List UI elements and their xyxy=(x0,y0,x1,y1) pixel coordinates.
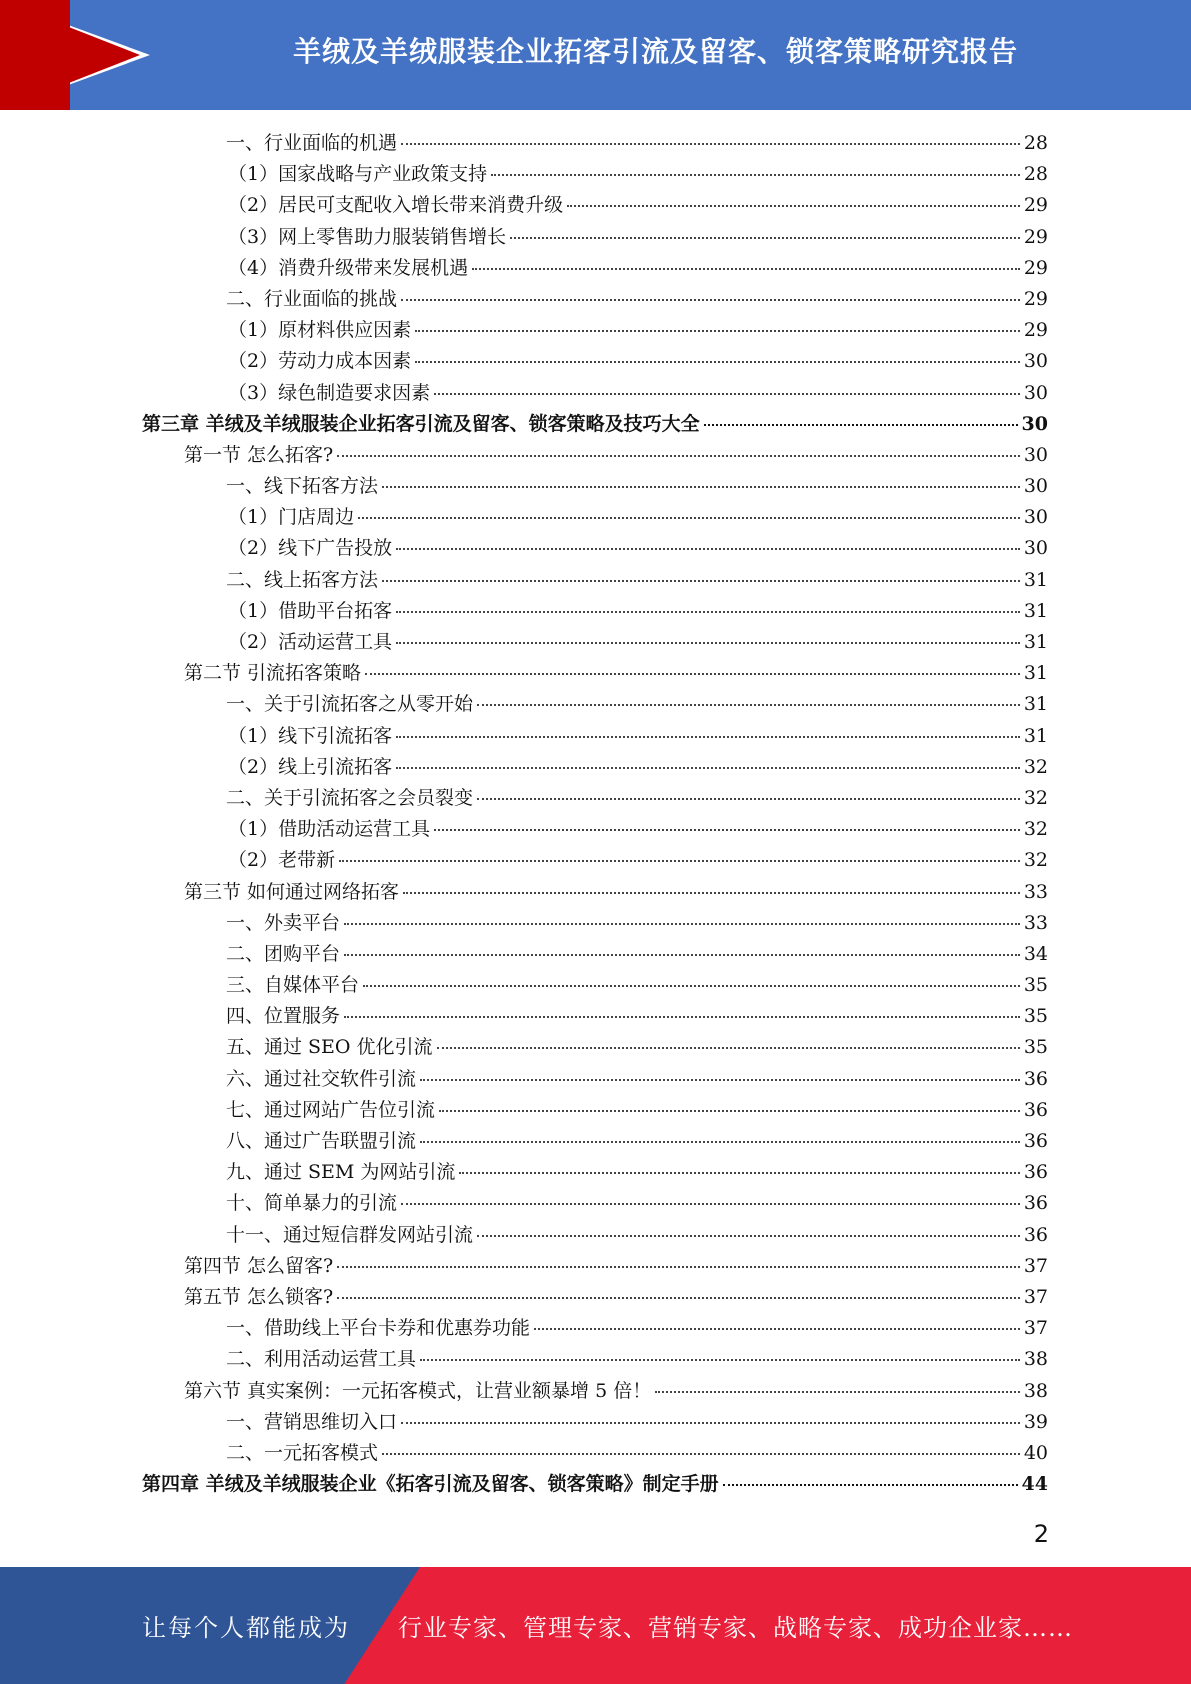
toc-subsection-entry[interactable] xyxy=(142,502,1048,533)
toc-subsection-entry[interactable] xyxy=(142,1095,1048,1126)
toc-entry-label: 九、通过 SEM 为网站引流 xyxy=(226,1157,457,1188)
toc-leader-dots xyxy=(420,1079,1020,1081)
toc-leader-dots xyxy=(396,548,1020,550)
toc-subsection-entry[interactable] xyxy=(142,1032,1048,1063)
toc-subsection-entry[interactable] xyxy=(142,596,1048,627)
toc-entry-page: 36 xyxy=(1023,1161,1048,1184)
toc-entry-label: （3）绿色制造要求因素 xyxy=(228,378,432,409)
toc-entry-page: 36 xyxy=(1023,1130,1048,1152)
toc-entry-label: 四、位置服务 xyxy=(226,1001,342,1032)
toc-leader-dots xyxy=(401,1203,1020,1205)
toc-entry-label: 第六节 真实案例：一元拓客模式，让营业额暴增 5 倍！ xyxy=(184,1376,653,1407)
document-title: 羊绒及羊绒服装企业拓客引流及留客、锁客策略研究报告 xyxy=(292,35,1018,68)
toc-entry-label: （1）借助平台拓客 xyxy=(228,596,394,627)
toc-entry-label: 一、外卖平台 xyxy=(226,908,342,939)
toc-subsection-entry[interactable] xyxy=(142,315,1048,346)
toc-leader-dots xyxy=(396,736,1020,738)
toc-entry-label: 一、关于引流拓客之从零开始 xyxy=(226,689,475,720)
toc-subsection-entry[interactable] xyxy=(142,190,1048,221)
header-red-block xyxy=(0,0,70,110)
toc-entry-page: 35 xyxy=(1023,1036,1048,1059)
toc-subsection-entry[interactable] xyxy=(142,752,1048,783)
toc-leader-dots xyxy=(344,923,1020,925)
toc-leader-dots xyxy=(434,829,1020,831)
toc-entry-label: 第二节 引流拓客策略 xyxy=(184,658,363,689)
toc-entry-page: 28 xyxy=(1023,163,1048,186)
toc-entry-label: （2）老带新 xyxy=(228,845,337,876)
toc-entry-label: 第四节 怎么留客? xyxy=(184,1251,335,1282)
page-number: 2 xyxy=(1033,1520,1049,1548)
toc-leader-dots xyxy=(439,1110,1020,1112)
toc-entry-page: 32 xyxy=(1023,755,1048,778)
toc-entry-page: 30 xyxy=(1023,350,1048,373)
toc-entry-label: 二、行业面临的挑战 xyxy=(226,284,399,315)
footer-slogan-left: 让每个人都能成为 xyxy=(142,1614,350,1642)
toc-leader-dots xyxy=(477,798,1020,800)
toc-leader-dots xyxy=(396,642,1020,644)
toc-entry-page: 36 xyxy=(1023,1223,1048,1246)
toc-entry-page: 32 xyxy=(1023,849,1048,872)
toc-leader-dots xyxy=(401,299,1020,301)
toc-entry-page: 44 xyxy=(1021,1473,1048,1496)
toc-subsection-entry[interactable] xyxy=(142,533,1048,564)
toc-subsection-entry[interactable] xyxy=(142,721,1048,752)
toc-leader-dots xyxy=(415,330,1020,332)
toc-entry-label: 二、关于引流拓客之会员裂变 xyxy=(226,783,475,814)
toc-section-entry[interactable] xyxy=(142,658,1048,689)
toc-entry-label: （2）劳动力成本因素 xyxy=(228,346,413,377)
toc-leader-dots xyxy=(382,1453,1020,1455)
toc-entry-page: 30 xyxy=(1023,537,1048,560)
toc-entry-page: 32 xyxy=(1023,818,1048,841)
toc-entry-page: 34 xyxy=(1023,942,1048,965)
toc-leader-dots xyxy=(704,424,1018,426)
toc-leader-dots xyxy=(420,1141,1020,1143)
toc-entry-label: 第三章 羊绒及羊绒服装企业拓客引流及留客、锁客策略及技巧大全 xyxy=(142,409,702,440)
toc-leader-dots xyxy=(437,1047,1020,1049)
toc-leader-dots xyxy=(477,1235,1020,1237)
toc-subsection-entry[interactable] xyxy=(142,378,1048,409)
toc-entry-label: （2）线上引流拓客 xyxy=(228,752,394,783)
toc-entry-label: （2）活动运营工具 xyxy=(228,627,394,658)
toc-entry-page: 40 xyxy=(1023,1441,1048,1464)
toc-leader-dots xyxy=(337,1266,1020,1268)
toc-subsection-entry[interactable] xyxy=(142,1188,1048,1219)
toc-entry-label: 第三节 如何通过网络拓客 xyxy=(184,877,401,908)
toc-entry-page: 31 xyxy=(1023,568,1048,591)
toc-entry-page: 29 xyxy=(1023,194,1048,217)
toc-leader-dots xyxy=(434,393,1020,395)
toc-subsection-entry[interactable] xyxy=(142,346,1048,377)
toc-leader-dots xyxy=(339,860,1020,862)
toc-leader-dots xyxy=(567,205,1020,207)
toc-section-entry[interactable] xyxy=(142,1376,1048,1407)
toc-leader-dots xyxy=(396,767,1020,769)
toc-entry-page: 31 xyxy=(1023,662,1048,685)
toc-entry-label: 二、一元拓客模式 xyxy=(226,1438,380,1469)
toc-subsection-entry[interactable] xyxy=(142,1438,1048,1469)
toc-chapter-entry[interactable] xyxy=(142,1469,1048,1500)
toc-leader-dots xyxy=(655,1391,1020,1393)
toc-entry-label: 第四章 羊绒及羊绒服装企业《拓客引流及留客、锁客策略》制定手册 xyxy=(142,1469,721,1500)
toc-leader-dots xyxy=(382,486,1020,488)
toc-entry-page: 36 xyxy=(1023,1098,1048,1121)
toc-entry-label: 二、线上拓客方法 xyxy=(226,565,380,596)
toc-entry-label: （3）网上零售助力服装销售增长 xyxy=(228,222,508,253)
toc-chapter-entry[interactable] xyxy=(142,409,1048,440)
toc-leader-dots xyxy=(396,611,1020,613)
toc-entry-label: 第五节 怎么锁客? xyxy=(184,1282,335,1313)
toc-entry-label: （2）线下广告投放 xyxy=(228,533,394,564)
toc-leader-dots xyxy=(337,455,1020,457)
toc-subsection-entry[interactable] xyxy=(142,908,1048,939)
toc-section-entry[interactable] xyxy=(142,440,1048,471)
toc-entry-page: 29 xyxy=(1023,287,1048,310)
toc-entry-page: 36 xyxy=(1023,1192,1048,1215)
footer-slogan-right: 行业专家、管理专家、营销专家、战略专家、成功企业家…… xyxy=(398,1614,1073,1642)
toc-entry-page: 35 xyxy=(1023,1005,1048,1028)
toc-subsection-entry[interactable] xyxy=(142,1126,1048,1157)
toc-entry-page: 30 xyxy=(1023,506,1048,529)
toc-leader-dots xyxy=(337,1297,1020,1299)
toc-leader-dots xyxy=(477,704,1020,706)
toc-entry-page: 31 xyxy=(1023,631,1048,653)
toc-entry-label: 一、营销思维切入口 xyxy=(226,1407,399,1438)
toc-entry-label: （1）线下引流拓客 xyxy=(228,721,394,752)
toc-entry-page: 33 xyxy=(1023,911,1048,934)
toc-leader-dots xyxy=(382,580,1020,582)
toc-leader-dots xyxy=(403,892,1020,894)
toc-entry-label: （1）借助活动运营工具 xyxy=(228,814,432,845)
toc-subsection-entry[interactable] xyxy=(142,1313,1048,1344)
toc-leader-dots xyxy=(365,673,1020,675)
toc-section-entry[interactable] xyxy=(142,1251,1048,1282)
toc-entry-page: 31 xyxy=(1023,724,1048,747)
toc-entry-page: 38 xyxy=(1023,1379,1048,1402)
toc-subsection-entry[interactable] xyxy=(142,1064,1048,1095)
toc-subsection-entry[interactable] xyxy=(142,565,1048,596)
toc-leader-dots xyxy=(363,985,1020,987)
toc-subsection-entry[interactable] xyxy=(142,253,1048,284)
toc-entry-page: 30 xyxy=(1023,443,1048,466)
toc-leader-dots xyxy=(358,517,1020,519)
toc-entry-page: 30 xyxy=(1023,475,1048,498)
toc-subsection-entry[interactable] xyxy=(142,970,1048,1001)
toc-leader-dots xyxy=(459,1172,1019,1174)
toc-entry-page: 30 xyxy=(1023,381,1048,404)
toc-entry-label: 五、通过 SEO 优化引流 xyxy=(226,1032,435,1063)
toc-leader-dots xyxy=(401,1422,1020,1424)
toc-subsection-entry[interactable] xyxy=(142,128,1048,159)
toc-entry-label: 七、通过网站广告位引流 xyxy=(226,1095,437,1126)
toc-entry-label: 六、通过社交软件引流 xyxy=(226,1064,418,1095)
toc-entry-page: 29 xyxy=(1023,256,1048,279)
toc-entry-label: 一、借助线上平台卡券和优惠券功能 xyxy=(226,1313,532,1344)
toc-subsection-entry[interactable] xyxy=(142,1220,1048,1251)
toc-entry-label: 二、利用活动运营工具 xyxy=(226,1344,418,1375)
toc-subsection-entry[interactable] xyxy=(142,1407,1048,1438)
toc-entry-page: 29 xyxy=(1023,319,1048,342)
toc-entry-page: 31 xyxy=(1023,599,1048,622)
toc-leader-dots xyxy=(420,1359,1020,1361)
toc-leader-dots xyxy=(344,1016,1020,1018)
toc-entry-page: 31 xyxy=(1023,693,1048,716)
toc-entry-page: 39 xyxy=(1023,1410,1048,1433)
toc-leader-dots xyxy=(534,1328,1020,1330)
toc-subsection-entry[interactable] xyxy=(142,284,1048,315)
toc-leader-dots xyxy=(472,268,1020,270)
toc-entry-label: （1）门店周边 xyxy=(228,502,356,533)
table-of-contents xyxy=(142,128,1048,1500)
toc-entry-page: 37 xyxy=(1023,1285,1048,1308)
toc-subsection-entry[interactable] xyxy=(142,845,1048,876)
toc-subsection-entry[interactable] xyxy=(142,471,1048,502)
toc-entry-label: 八、通过广告联盟引流 xyxy=(226,1126,418,1157)
toc-entry-page: 30 xyxy=(1021,412,1048,435)
toc-entry-label: 二、团购平台 xyxy=(226,939,342,970)
toc-section-entry[interactable] xyxy=(142,877,1048,908)
toc-section-entry[interactable] xyxy=(142,1282,1048,1313)
toc-subsection-entry[interactable] xyxy=(142,1157,1048,1188)
toc-entry-label: 第一节 怎么拓客? xyxy=(184,440,335,471)
page-header xyxy=(0,0,1191,110)
toc-leader-dots xyxy=(415,361,1020,363)
toc-subsection-entry[interactable] xyxy=(142,783,1048,814)
toc-entry-page: 37 xyxy=(1023,1317,1048,1340)
toc-entry-page: 32 xyxy=(1023,786,1048,809)
toc-entry-page: 37 xyxy=(1023,1254,1048,1277)
toc-leader-dots xyxy=(491,174,1020,176)
toc-leader-dots xyxy=(401,143,1020,145)
toc-entry-label: 十一、通过短信群发网站引流 xyxy=(226,1220,475,1251)
page-footer xyxy=(0,1567,1191,1684)
toc-entry-label: （1）国家战略与产业政策支持 xyxy=(228,159,489,190)
toc-entry-page: 28 xyxy=(1023,132,1048,154)
toc-subsection-entry[interactable] xyxy=(142,814,1048,845)
toc-entry-page: 35 xyxy=(1023,974,1048,997)
toc-entry-page: 29 xyxy=(1023,225,1048,248)
toc-entry-label: （4）消费升级带来发展机遇 xyxy=(228,253,470,284)
toc-subsection-entry[interactable] xyxy=(142,627,1048,658)
toc-subsection-entry[interactable] xyxy=(142,1001,1048,1032)
toc-entry-label: 一、行业面临的机遇 xyxy=(226,128,399,159)
toc-entry-page: 38 xyxy=(1023,1348,1048,1371)
toc-entry-page: 33 xyxy=(1023,880,1048,903)
toc-entry-label: （1）原材料供应因素 xyxy=(228,315,413,346)
toc-entry-label: 一、线下拓客方法 xyxy=(226,471,380,502)
toc-leader-dots xyxy=(723,1484,1018,1486)
toc-entry-label: （2）居民可支配收入增长带来消费升级 xyxy=(228,190,565,221)
toc-subsection-entry[interactable] xyxy=(142,222,1048,253)
toc-subsection-entry[interactable] xyxy=(142,939,1048,970)
toc-entry-label: 三、自媒体平台 xyxy=(226,970,361,1001)
toc-entry-label: 十、简单暴力的引流 xyxy=(226,1188,399,1219)
toc-subsection-entry[interactable] xyxy=(142,1344,1048,1375)
toc-subsection-entry[interactable] xyxy=(142,689,1048,720)
toc-leader-dots xyxy=(510,237,1020,239)
toc-entry-page: 36 xyxy=(1023,1067,1048,1090)
toc-subsection-entry[interactable] xyxy=(142,159,1048,190)
toc-leader-dots xyxy=(344,954,1020,956)
